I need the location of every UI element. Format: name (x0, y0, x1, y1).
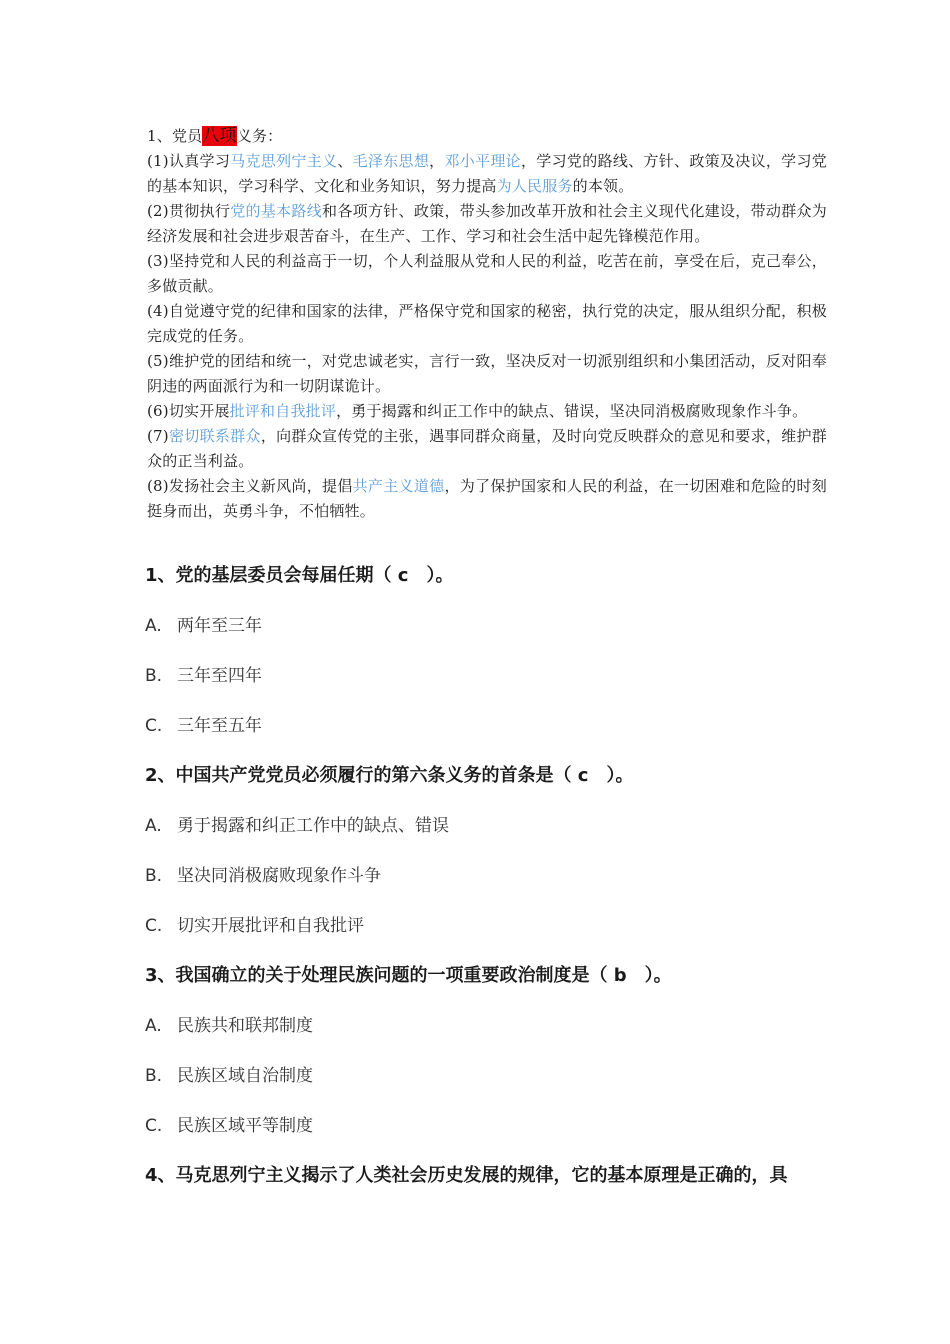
question-2: 2、中国共产党党员必须履行的第六条义务的首条是（ c ）。 (145, 765, 634, 786)
question-3-option-b: B. 民族区域自治制度 (145, 1066, 313, 1086)
link-communist-morality[interactable]: 共产主义道德 (352, 477, 445, 495)
duty-item-3: (3)坚持党和人民的利益高于一切，个人利益服从党和人民的利益，吃苦在前，享受在后，克己奉公，多做贡献。 (147, 252, 827, 295)
link-deng-xiaoping-theory[interactable]: 邓小平理论 (444, 152, 521, 170)
question-4: 4、马克思列宁主义揭示了人类社会历史发展的规律，它的基本原理是正确的，具 (145, 1165, 788, 1186)
question-3-option-a: A. 民族共和联邦制度 (145, 1016, 313, 1036)
question-2-option-c: C. 切实开展批评和自我批评 (145, 916, 364, 936)
highlighted-text: 八项 (202, 126, 237, 146)
duty-item-2: (2)贯彻执行党的基本路线和各项方针、政策，带头参加改革开放和社会主义现代化建设，带动群众为经济发展和社会进步艰苦奋斗，在生产、工作、学习和社会生活中起先锋模范作用。 (147, 202, 828, 245)
link-serve-the-people[interactable]: 为人民服务 (496, 177, 573, 195)
question-1-option-a: A. 两年至三年 (145, 616, 262, 636)
duty-item-7: (7)密切联系群众，向群众宣传党的主张，遇事同群众商量，及时向党反映群众的意见和要求，维护群众的正当利益。 (147, 427, 828, 470)
duty-item-6: (6)切实开展批评和自我批评，勇于揭露和纠正工作中的缺点、错误，坚决同消极腐败现象作斗争。 (147, 402, 808, 420)
question-1-option-b: B. 三年至四年 (145, 666, 262, 686)
link-basic-line[interactable]: 党的基本路线 (230, 202, 323, 220)
link-close-ties-masses[interactable]: 密切联系群众 (168, 427, 261, 445)
question-1: 1、党的基层委员会每届任期（ c ）。 (145, 565, 454, 586)
duty-item-8: (8)发扬社会主义新风尚，提倡共产主义道德，为了保护国家和人民的利益，在一切困难和危险的时刻挺身而出，英勇斗争，不怕牺牲。 (147, 477, 828, 520)
duty-item-5: (5)维护党的团结和统一，对党忠诚老实，言行一致，坚决反对一切派别组织和小集团活动，反对阳奉阴违的两面派行为和一切阴谋诡计。 (147, 352, 827, 395)
duty-item-1: (1)认真学习马克思列宁主义、毛泽东思想，邓小平理论，学习党的路线、方针、政策及决议，学习党的基本知识，学习科学、文化和业务知识，努力提高为人民服务的本领。 (147, 152, 827, 195)
question-3: 3、我国确立的关于处理民族问题的一项重要政治制度是（ b ）。 (145, 965, 672, 986)
question-3-option-c: C. 民族区域平等制度 (145, 1116, 313, 1136)
duty-item-4: (4)自觉遵守党的纪律和国家的法律，严格保守党和国家的秘密，执行党的决定，服从组织分配，积极完成党的任务。 (147, 302, 827, 345)
question-2-option-b: B. 坚决同消极腐败现象作斗争 (145, 866, 381, 886)
question-2-option-a: A. 勇于揭露和纠正工作中的缺点、错误 (145, 816, 449, 836)
quiz-section (145, 556, 835, 1206)
question-1-option-c: C. 三年至五年 (145, 716, 262, 736)
party-member-duties-section (147, 124, 827, 524)
duties-heading: 1、党员八项义务： (147, 126, 283, 146)
link-mao-zedong-thought[interactable]: 毛泽东思想 (352, 152, 430, 170)
link-marxism-leninism[interactable]: 马克思列宁主义 (230, 152, 338, 170)
link-criticism-self-criticism[interactable]: 批评和自我批评 (229, 402, 337, 420)
